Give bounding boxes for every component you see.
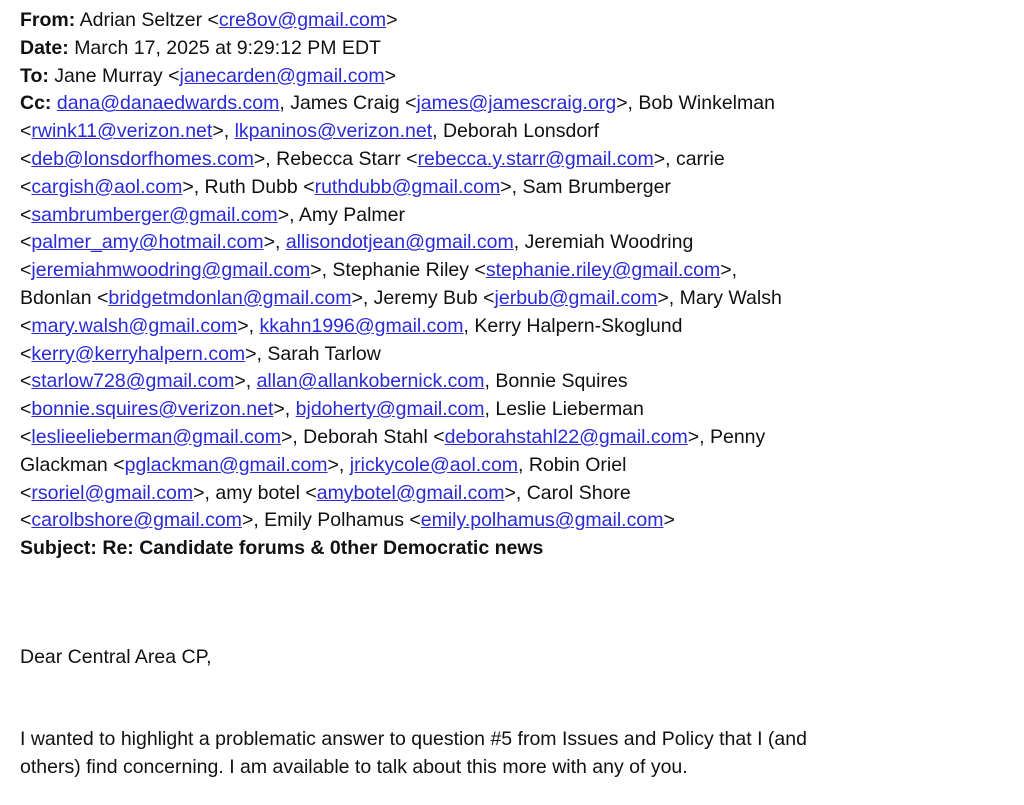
- cc-text: <: [20, 509, 32, 532]
- cc-text: >, Bob Winkelman: [616, 92, 775, 115]
- cc-text: <: [20, 120, 32, 143]
- cc-text: >,: [720, 259, 738, 282]
- cc-email-link[interactable]: kkahn1996@gmail.com: [259, 314, 464, 337]
- cc-line: [20, 202, 1010, 230]
- cc-line: [20, 368, 1010, 396]
- cc-line: [20, 452, 1010, 480]
- subject-text: Re: Candidate forums & 0ther Democratic news: [102, 537, 544, 560]
- cc-email-link[interactable]: leslieelieberman@gmail.com: [31, 425, 281, 448]
- cc-text: >, Ruth Dubb <: [182, 175, 315, 198]
- cc-line: [20, 285, 1010, 313]
- cc-text: >,: [234, 370, 257, 393]
- cc-line: [20, 424, 1010, 452]
- to-name: Jane Murray: [54, 64, 163, 87]
- cc-text: >,: [327, 453, 350, 476]
- cc-email-link[interactable]: james@jamescraig.org: [416, 92, 617, 115]
- cc-line: [20, 90, 1010, 118]
- cc-label: Cc:: [20, 92, 52, 115]
- cc-text: , Robin Oriel: [518, 453, 627, 476]
- cc-text: >: [663, 509, 675, 532]
- cc-text: , Kerry Halpern-Skoglund: [463, 314, 683, 337]
- cc-text: , James Craig <: [279, 92, 417, 115]
- cc-email-link[interactable]: rwink11@verizon.net: [31, 120, 213, 143]
- cc-email-link[interactable]: sambrumberger@gmail.com: [31, 203, 278, 226]
- cc-text: Bdonlan <: [20, 286, 109, 309]
- cc-line: [20, 507, 1010, 535]
- cc-email-link[interactable]: emily.polhamus@gmail.com: [420, 509, 664, 532]
- cc-email-link[interactable]: starlow728@gmail.com: [31, 370, 235, 393]
- cc-line: [20, 313, 1010, 341]
- cc-text: <: [20, 342, 32, 365]
- cc-text: <: [20, 425, 32, 448]
- cc-email-link[interactable]: ruthdubb@gmail.com: [314, 175, 501, 198]
- email-body: [20, 726, 1010, 782]
- cc-email-link[interactable]: bonnie.squires@verizon.net: [31, 398, 274, 421]
- cc-line: [20, 118, 1010, 146]
- cc-email-link[interactable]: allan@allankobernick.com: [256, 370, 485, 393]
- cc-email-link[interactable]: palmer_amy@hotmail.com: [31, 231, 264, 254]
- cc-email-link[interactable]: jrickycole@aol.com: [349, 453, 519, 476]
- cc-text: >, amy botel <: [193, 481, 317, 504]
- cc-text: >, Deborah Stahl <: [280, 425, 445, 448]
- cc-email-link[interactable]: dana@danaedwards.com: [56, 92, 280, 115]
- cc-email-link[interactable]: lkpaninos@verizon.net: [234, 120, 433, 143]
- cc-email-link[interactable]: deborahstahl22@gmail.com: [444, 425, 688, 448]
- cc-text: <: [20, 398, 32, 421]
- cc-line: [20, 341, 1010, 369]
- cc-line: [20, 396, 1010, 424]
- date-line: [20, 35, 1010, 63]
- cc-text: >, Amy Palmer: [277, 203, 406, 226]
- cc-text: , Jeremiah Woodring: [513, 231, 694, 254]
- cc-text: >,: [273, 398, 296, 421]
- cc-text: Glackman <: [20, 453, 125, 476]
- cc-line: [20, 257, 1010, 285]
- cc-text: >, Carol Shore: [504, 481, 631, 504]
- from-email-link[interactable]: cre8ov@gmail.com: [218, 9, 387, 31]
- cc-email-link[interactable]: amybotel@gmail.com: [316, 481, 505, 504]
- cc-text: <: [20, 203, 32, 226]
- cc-text: >, Mary Walsh: [657, 286, 782, 309]
- cc-text: >, Jeremy Bub <: [351, 286, 495, 309]
- cc-text: , Leslie Lieberman: [484, 398, 644, 421]
- cc-text: , Bonnie Squires: [484, 370, 628, 393]
- from-line: From: Adrian Seltzer <cre8ov@gmail.com>: [20, 9, 398, 31]
- cc-text: >, Stephanie Riley <: [310, 259, 486, 282]
- cc-text: >, Rebecca Starr <: [253, 147, 418, 170]
- cc-email-link[interactable]: bjdoherty@gmail.com: [295, 398, 485, 421]
- cc-line: [20, 174, 1010, 202]
- date-value: March 17, 2025 at 9:29:12 PM EDT: [74, 36, 381, 59]
- cc-email-link[interactable]: cargish@aol.com: [31, 175, 183, 198]
- subject-label: Subject:: [20, 537, 97, 560]
- cc-email-link[interactable]: rsoriel@gmail.com: [31, 481, 194, 504]
- cc-email-link[interactable]: carolbshore@gmail.com: [31, 509, 242, 532]
- cc-text: >, carrie: [653, 147, 725, 170]
- cc-text: >, Emily Polhamus <: [241, 509, 421, 532]
- cc-text: >, Penny: [687, 425, 766, 448]
- cc-text: <: [20, 314, 32, 337]
- cc-text: >,: [212, 120, 235, 143]
- cc-line: [20, 146, 1010, 174]
- body-line: I wanted to highlight a problematic answer to question #5 from Issues and Policy that I (and: [20, 728, 807, 750]
- cc-text: <: [20, 175, 32, 198]
- to-email-link[interactable]: janecarden@gmail.com: [179, 64, 385, 87]
- cc-email-link[interactable]: bridgetmdonlan@gmail.com: [108, 286, 352, 309]
- cc-text: <: [20, 259, 32, 282]
- cc-email-link[interactable]: kerry@kerryhalpern.com: [31, 342, 246, 365]
- greeting: Dear Central Area CP,: [20, 646, 212, 668]
- cc-text: <: [20, 481, 32, 504]
- cc-text: <: [20, 231, 32, 254]
- cc-email-link[interactable]: jerbub@gmail.com: [494, 286, 658, 309]
- cc-text: >, Sam Brumberger: [500, 175, 671, 198]
- cc-text: >,: [263, 231, 286, 254]
- cc-email-link[interactable]: rebecca.y.starr@gmail.com: [417, 147, 654, 170]
- cc-text: , Deborah Lonsdorf: [432, 120, 600, 143]
- cc-line: [20, 480, 1010, 508]
- cc-email-link[interactable]: pglackman@gmail.com: [124, 453, 328, 476]
- cc-email-link[interactable]: mary.walsh@gmail.com: [31, 314, 238, 337]
- from-label: From:: [20, 9, 76, 31]
- to-line: To: Jane Murray <janecarden@gmail.com>: [20, 64, 397, 87]
- email-header: [20, 7, 1010, 563]
- cc-email-link[interactable]: jeremiahmwoodring@gmail.com: [31, 259, 311, 282]
- cc-recipients: [20, 90, 1010, 535]
- cc-text: <: [20, 370, 32, 393]
- cc-text: >, Sarah Tarlow: [245, 342, 381, 365]
- cc-email-link[interactable]: allisondotjean@gmail.com: [285, 231, 514, 254]
- from-name: Adrian Seltzer: [79, 9, 203, 31]
- cc-email-link[interactable]: stephanie.riley@gmail.com: [485, 259, 721, 282]
- cc-line: [20, 229, 1010, 257]
- cc-email-link[interactable]: deb@lonsdorfhomes.com: [31, 147, 254, 170]
- cc-text: >,: [237, 314, 260, 337]
- subject-line: [20, 535, 1010, 563]
- cc-text: <: [20, 147, 32, 170]
- body-line: others) find concerning. I am available to talk about this more with any of you.: [20, 755, 688, 778]
- to-label: To:: [20, 64, 49, 87]
- date-label: Date:: [20, 36, 69, 59]
